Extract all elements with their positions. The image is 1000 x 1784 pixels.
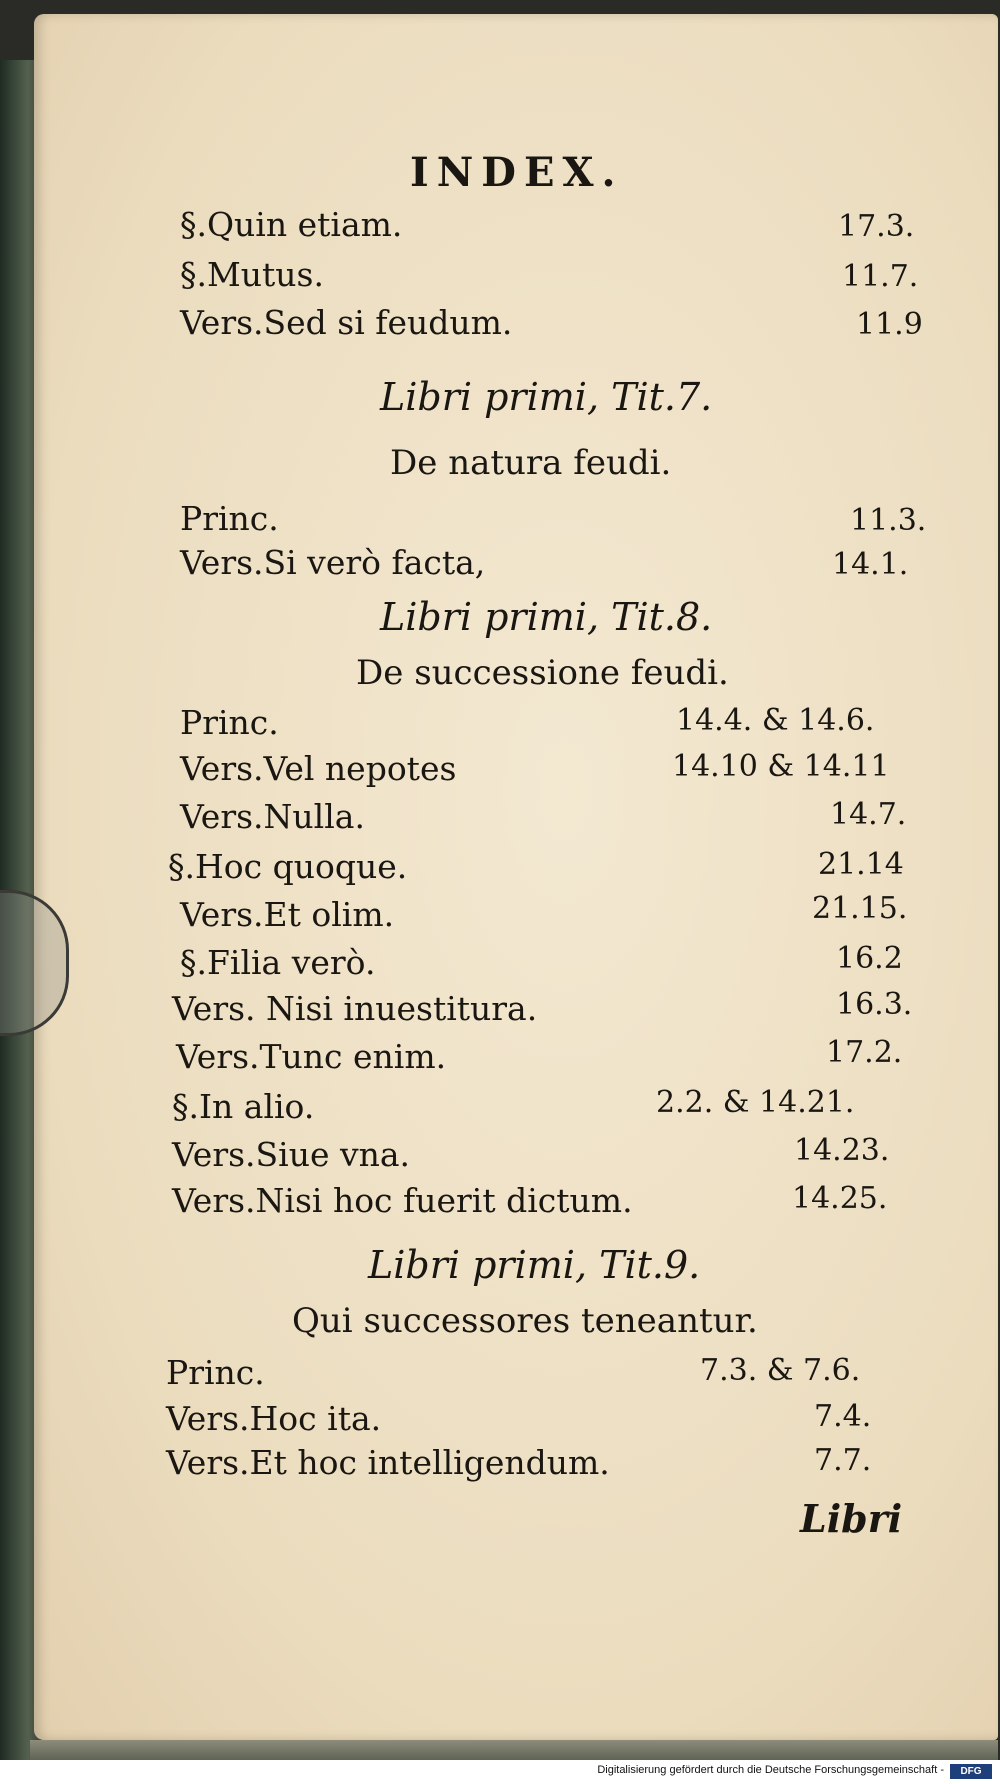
index-entry-label: Vers.Tunc enim. xyxy=(176,1037,447,1076)
index-entry-label: §.Mutus. xyxy=(180,255,324,294)
index-entry-label: §.Hoc quoque. xyxy=(168,847,408,886)
index-entry-ref: 16.3. xyxy=(836,987,913,1022)
index-entry-ref: 16.2 xyxy=(836,941,903,976)
index-entry-label: §.Quin etiam. xyxy=(180,205,403,244)
catchword: Libri xyxy=(800,1496,903,1541)
index-entry-ref: 7.4. xyxy=(814,1399,872,1434)
index-entry-ref: 21.14 xyxy=(818,847,904,882)
index-entry-ref: 14.1. xyxy=(832,547,909,582)
index-entry-label: Princ. xyxy=(180,703,279,742)
index-entry-label: Princ. xyxy=(166,1353,265,1392)
section-heading: Libri primi, Tit.7. xyxy=(380,375,713,419)
index-entry-ref: 14.7. xyxy=(830,797,907,832)
index-entry-ref: 21.15. xyxy=(812,891,908,926)
section-heading: Libri primi, Tit.8. xyxy=(380,595,713,639)
digitization-credit: Digitalisierung gefördert durch die Deutsche Forschungsgemeinschaft - xyxy=(597,1764,944,1776)
index-entry-label: Vers.Hoc ita. xyxy=(166,1399,382,1438)
section-subheading: De successione feudi. xyxy=(356,653,729,693)
index-entry-label: Vers. Nisi inuestitura. xyxy=(172,989,538,1028)
index-entry-ref: 14.4. & 14.6. xyxy=(676,703,875,738)
index-entry-ref: 11.3. xyxy=(850,503,927,538)
index-entry-label: Vers.Et olim. xyxy=(180,895,395,934)
page-title: INDEX. xyxy=(410,149,624,196)
page-bottom-edge xyxy=(30,1740,998,1760)
index-entry-label: Vers.Vel nepotes xyxy=(180,749,457,788)
section-subheading: Qui successores teneantur. xyxy=(292,1301,758,1341)
index-entry-ref: 7.7. xyxy=(814,1443,872,1478)
index-entry-ref: 2.2. & 14.21. xyxy=(656,1085,855,1120)
index-entry-ref: 17.3. xyxy=(838,209,915,244)
index-entry-label: Vers.Nisi hoc fuerit dictum. xyxy=(172,1181,633,1220)
index-entry-label: Vers.Siue vna. xyxy=(172,1135,411,1174)
index-entry-ref: 11.9 xyxy=(856,307,923,342)
index-entry-label: Princ. xyxy=(180,499,279,538)
index-entry-label: Vers.Et hoc intelligendum. xyxy=(166,1443,610,1482)
section-subheading: De natura feudi. xyxy=(390,443,672,483)
index-entry-label: §.In alio. xyxy=(172,1087,315,1126)
index-entry-ref: 14.23. xyxy=(794,1133,890,1168)
section-heading: Libri primi, Tit.9. xyxy=(368,1243,701,1287)
index-entry-label: §.Filia verò. xyxy=(180,943,376,982)
index-entry-ref: 14.25. xyxy=(792,1181,888,1216)
index-entry-ref: 11.7. xyxy=(842,259,919,294)
dfg-logo: DFG xyxy=(950,1764,992,1779)
index-entry-ref: 7.3. & 7.6. xyxy=(700,1353,861,1388)
index-entry-label: Vers.Si verò facta, xyxy=(180,543,486,582)
index-entry-ref: 14.10 & 14.11 xyxy=(672,749,890,784)
index-entry-label: Vers.Nulla. xyxy=(180,797,365,836)
index-entry-ref: 17.2. xyxy=(826,1035,903,1070)
index-entry-label: Vers.Sed si feudum. xyxy=(180,303,513,342)
